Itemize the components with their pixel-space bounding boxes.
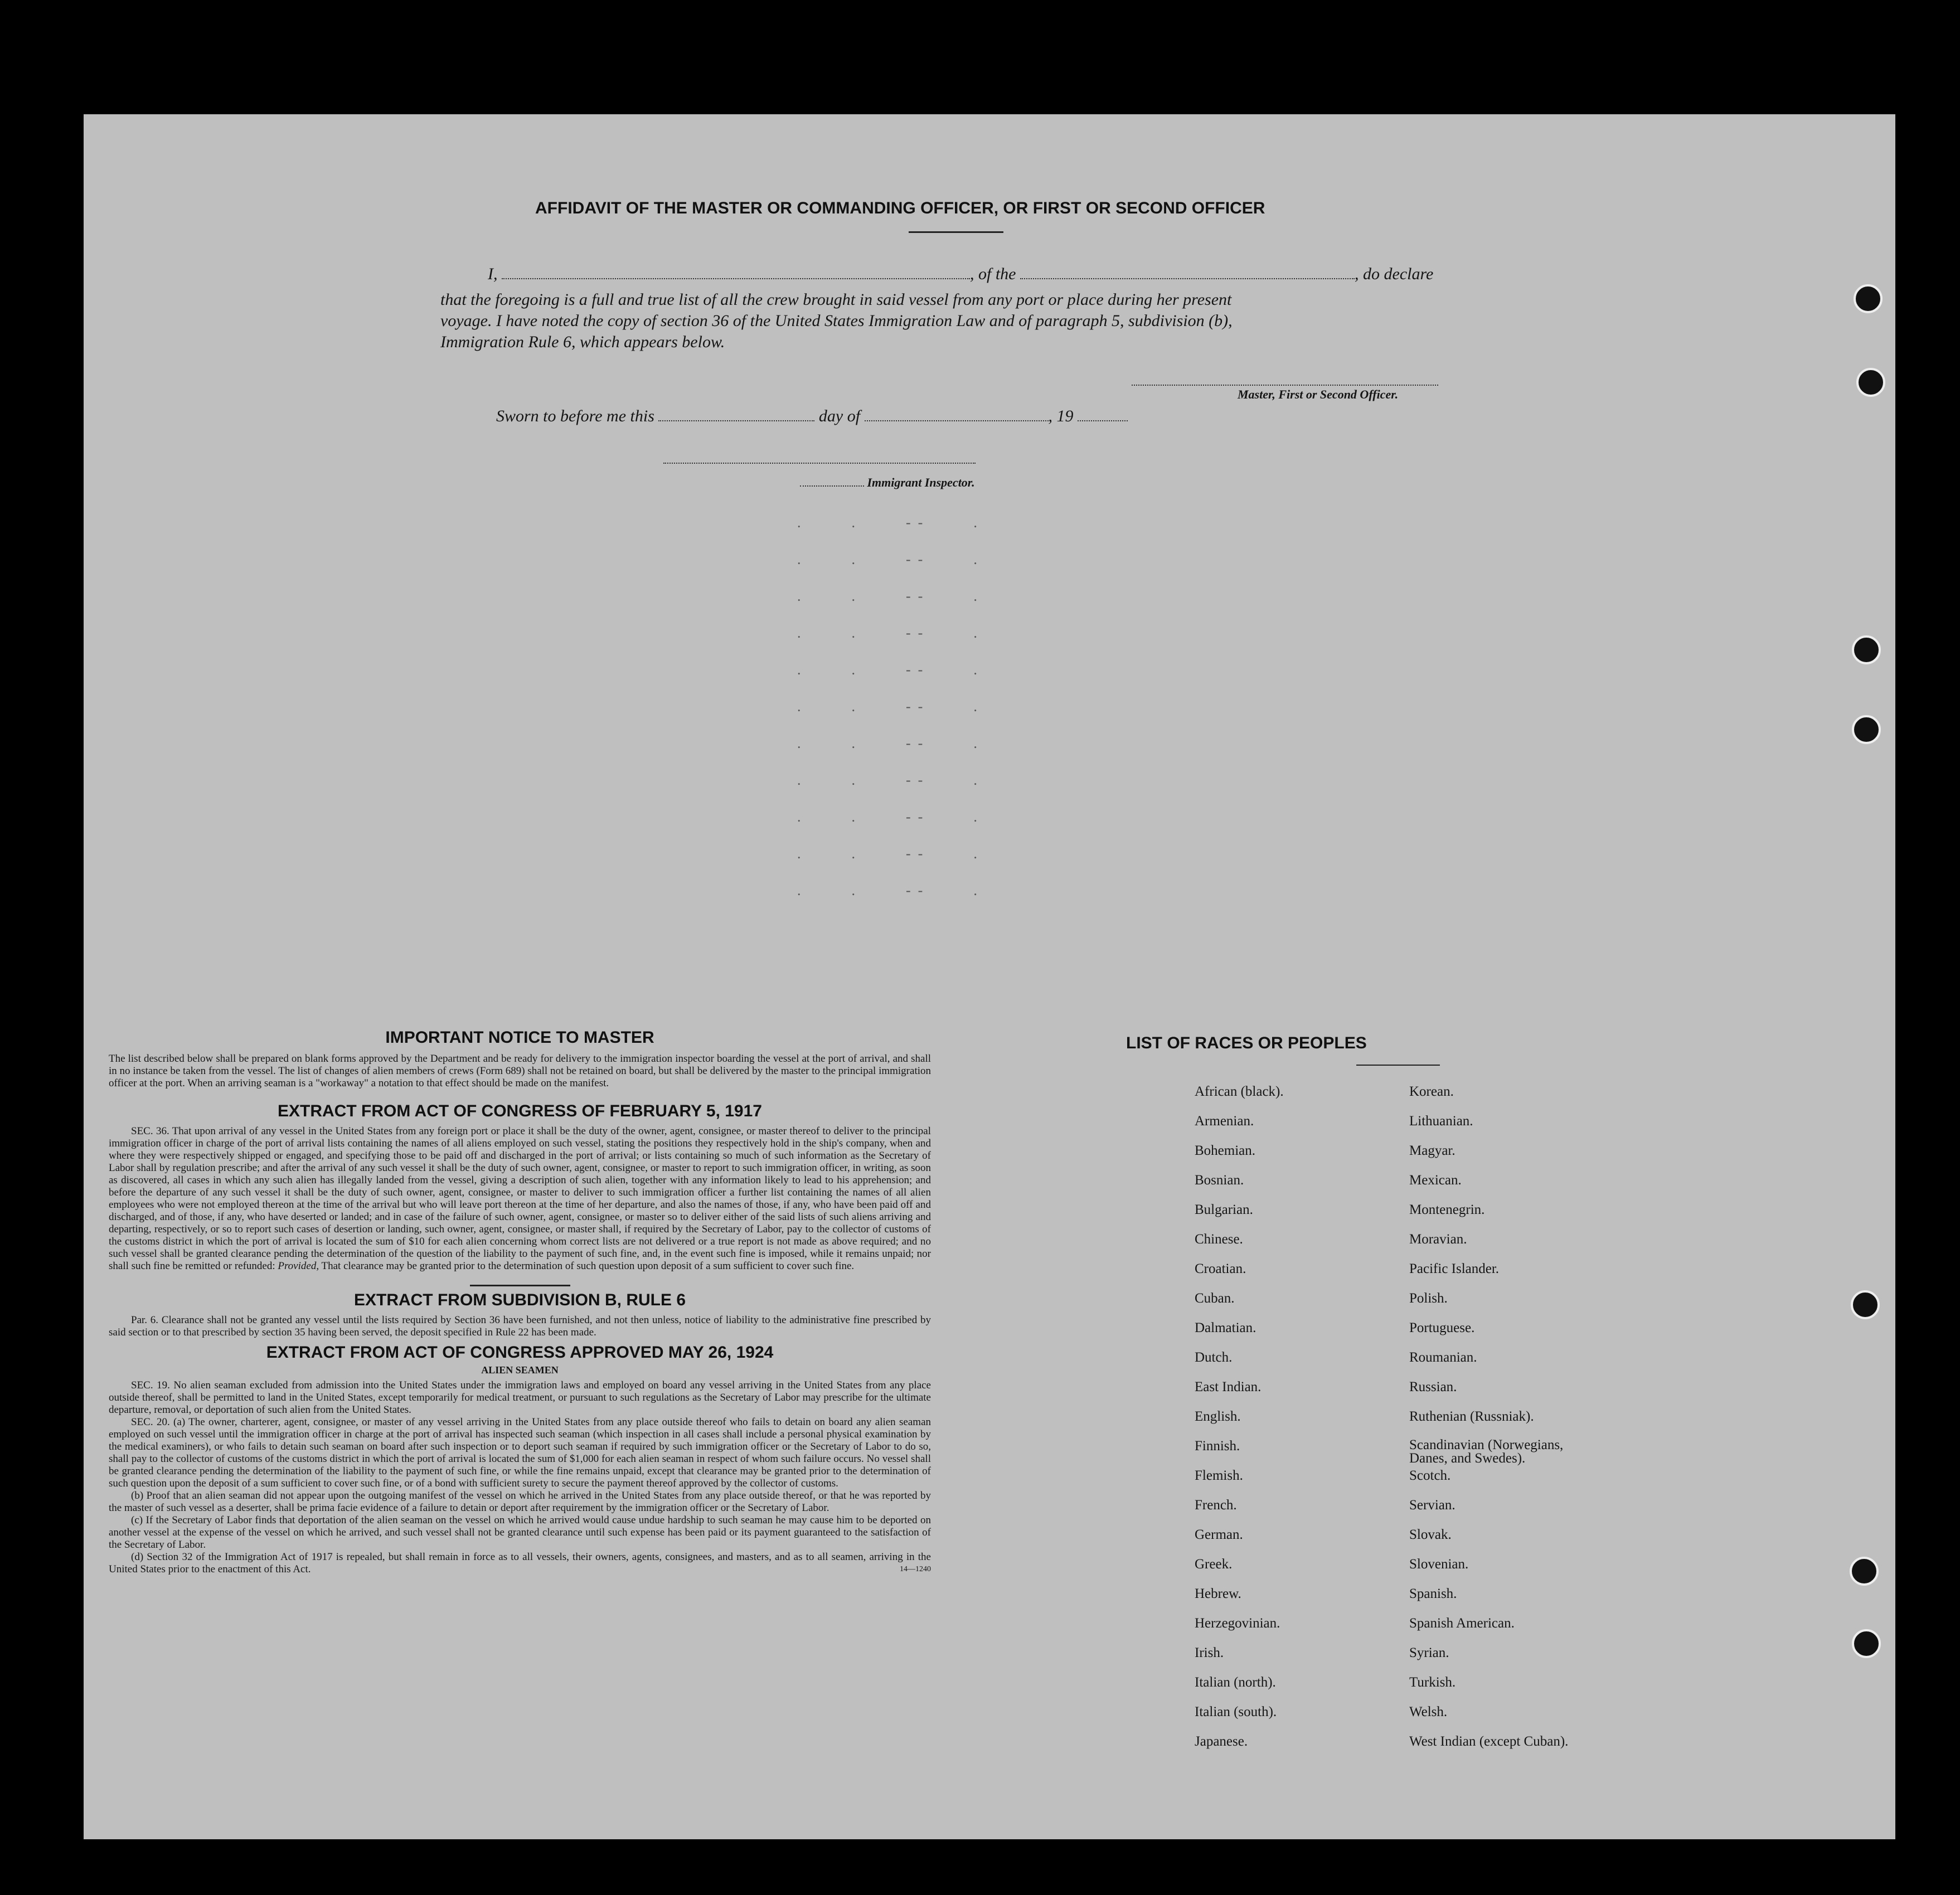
notice-title: IMPORTANT NOTICE TO MASTER bbox=[385, 1028, 654, 1047]
declaration-line-2: that the foregoing is a full and true list of all the crew brought in said vessel from any port or place during her present bbox=[440, 290, 1232, 309]
race-item: Dutch. bbox=[1195, 1350, 1233, 1365]
affidavit-declaration bbox=[440, 264, 1561, 353]
race-item: Syrian. bbox=[1409, 1645, 1449, 1660]
race-item: Italian (north). bbox=[1195, 1675, 1276, 1690]
extract-1917-title: EXTRACT FROM ACT OF CONGRESS OF FEBRUARY 5, 1917 bbox=[278, 1102, 762, 1120]
race-item: Armenian. bbox=[1195, 1114, 1254, 1129]
race-item: Scandinavian (Norwegians, Danes, and Swedes). bbox=[1409, 1437, 1564, 1466]
race-item: Pacific Islander. bbox=[1409, 1261, 1500, 1276]
inspector-caption: Immigrant Inspector. bbox=[800, 475, 975, 490]
race-item: African (black). bbox=[1195, 1084, 1284, 1099]
race-item: Lithuanian. bbox=[1409, 1114, 1473, 1129]
extract-rule6-title: EXTRACT FROM SUBDIVISION B, RULE 6 bbox=[353, 1291, 686, 1309]
sworn-date-field[interactable] bbox=[658, 420, 814, 421]
race-item: Finnish. bbox=[1195, 1439, 1240, 1454]
race-item: Roumanian. bbox=[1409, 1350, 1477, 1365]
race-item: Italian (south). bbox=[1195, 1704, 1277, 1719]
extract-1917-body: SEC. 36. That upon arrival of any vessel in the United States from any foreign port or place it shall be the duty of the owner, agent, consignee, or master thereof to deliver to the principal immigration officer in charge of the port of arrival lists containing the names of all aliens employed on such vessel, stating the positions they respectively hold in the ship's company, when and where they were respectively shipped or engaged, and specifying those to be paid off and discharged in the port of arrival; or lists containing so much of such information as the Secretary of Labor shall by regulation prescribe; and after the arrival of any such vessel it shall be the duty of such owner, agent, consignee, or master to report to such immigration officer, in writing, as soon as discovered, all cases in which any such alien has illegally landed from the vessel, giving a description of such alien, together with any information likely to lead to his apprehension; and before the departure of any such vessel it shall be the duty of such owner, agent, consignee, or master to deliver to such immigration officer a further list containing the names of all alien employees who were not employed thereon at the time of the arrival but who will leave port thereon at the time of her departure, and also the names of those, if any, who have been paid off and discharged, and of those, if any, who have deserted or landed; and in case of the failure of such owner, agent, consignee, or master so to deliver either of the said lists of such aliens arriving and departing, respectively, or so to report such cases of desertion or landing, such owner, agent, consignee, or master shall, if required by the Secretary of Labor, pay to the collector of customs of the customs district in which the port of arrival is located the sum of $10 for each alien concerning whom correct lists are not delivered or a true report is not made as above required; and no such vessel shall be granted clearance pending the determination of the question of the liability to the payment of such fine, and, in the event such fine is imposed, while it remains unpaid; nor shall such fine be remitted or refunded: Provided, That clearance may be granted prior to the determination of such question upon deposit of a sum sufficient to cover such fine. bbox=[109, 1125, 931, 1272]
form-number: 14—1240 bbox=[900, 1565, 931, 1573]
race-item: Dalmatian. bbox=[1195, 1320, 1256, 1335]
sworn-year-field[interactable] bbox=[1078, 420, 1128, 421]
sec-20b: (b) Proof that an alien seaman did not appear upon the outgoing manifest of the vessel on which he arrived in the United States from any place outside thereof, or that he was reported by the master of such vessel as a deserter, shall be prima facie evidence of a failure to detain or deport after requirement by the immigration officer or the Secretary of Labor. bbox=[109, 1490, 931, 1514]
declaration-line-1: I, , of the , do declare bbox=[488, 265, 1434, 283]
race-item: Bosnian. bbox=[1195, 1173, 1244, 1188]
sec-20d: (d) Section 32 of the Immigration Act of 1917 is repealed, but shall remain in force as to all vessels, their owners, agents, consignees, and masters, and as to all seamen, arriving in the United States prior to the enactment of this Act. 14—1240 bbox=[109, 1551, 931, 1575]
race-item: French. bbox=[1195, 1498, 1237, 1513]
signature-line[interactable] bbox=[1132, 385, 1438, 386]
declaration-line-3: voyage. I have noted the copy of section 36 of the United States Immigration Law and of paragraph 5, subdivision (b), bbox=[440, 312, 1233, 330]
race-item: Ruthenian (Russniak). bbox=[1409, 1409, 1534, 1424]
divider-1 bbox=[470, 1285, 570, 1286]
race-item: Hebrew. bbox=[1195, 1586, 1241, 1601]
sworn-month-field[interactable] bbox=[865, 420, 1049, 421]
binder-hole bbox=[1850, 1557, 1879, 1586]
race-item: Flemish. bbox=[1195, 1468, 1243, 1483]
binder-hole bbox=[1851, 1290, 1880, 1319]
document-page bbox=[84, 114, 1895, 1839]
race-item: English. bbox=[1195, 1409, 1241, 1424]
race-item: West Indian (except Cuban). bbox=[1409, 1734, 1569, 1749]
race-item: Herzegovinian. bbox=[1195, 1616, 1280, 1631]
race-item: Greek. bbox=[1195, 1557, 1233, 1572]
extract-rule6-body: Par. 6. Clearance shall not be granted any vessel until the lists required by Section 36 have been furnished, and not then unless, notice of liability to the administrative fine prescribed by said section or to that prescribed by section 35 having been served, the deposit specified in Rule 22 has been made. bbox=[109, 1314, 931, 1338]
race-item: Moravian. bbox=[1409, 1232, 1467, 1247]
sec-20c: (c) If the Secretary of Labor finds that deportation of the alien seaman on the vessel on which he arrived would cause undue hardship to such seaman he may cause him to be deported on another vessel at the expense of the vessel on which he arrived, and such vessel shall not be granted clearance until such expense has been paid or its payment guaranteed to the satisfaction of the Secretary of Labor. bbox=[109, 1514, 931, 1551]
inspector-signature-line[interactable] bbox=[663, 463, 976, 464]
declaration-line-4: Immigration Rule 6, which appears below. bbox=[440, 333, 725, 351]
races-title-rule bbox=[1356, 1065, 1440, 1066]
race-item: Irish. bbox=[1195, 1645, 1224, 1660]
race-item: Japanese. bbox=[1195, 1734, 1248, 1749]
vessel-field[interactable] bbox=[1020, 278, 1355, 279]
binder-hole bbox=[1852, 1629, 1881, 1658]
binder-hole bbox=[1856, 368, 1885, 397]
race-item: Bulgarian. bbox=[1195, 1202, 1253, 1217]
name-field[interactable] bbox=[502, 278, 970, 279]
left-column bbox=[109, 1028, 931, 1576]
race-item: Slovak. bbox=[1409, 1527, 1452, 1542]
sworn-line: Sworn to before me this day of , 19 bbox=[496, 407, 1128, 426]
race-item: German. bbox=[1195, 1527, 1243, 1542]
race-item: Croatian. bbox=[1195, 1261, 1246, 1276]
binder-hole bbox=[1852, 715, 1881, 744]
race-item: Servian. bbox=[1409, 1498, 1456, 1513]
sec-20a: SEC. 20. (a) The owner, charterer, agent, consignee, or master of any vessel arriving in the United States from any place outside thereof who fails to detain on board any alien seaman employed on such vessel until the immigration officer in charge at the port of arrival has inspected such seaman (which inspection in all cases shall include a personal physical examination by the medical examiners), or who fails to detain such seaman on board after such inspection or to deport such seaman if required by such immigration officer or the Secretary of Labor to do so, shall pay to the collector of customs of the customs district in which the port of arrival is located the sum of $1,000 for each alien seaman in respect of whom such failure occurs. No vessel shall be granted clearance pending the determination of the liability to the payment of such fine, or while the fine remains unpaid, except that clearance may be granted prior to the determination of such question upon the deposit of a sum sufficient to cover such fine, or of a bond with sufficient surety to secure the payment thereof approved by the collector of customs. bbox=[109, 1416, 931, 1489]
binder-hole bbox=[1852, 635, 1881, 664]
race-item: Cuban. bbox=[1195, 1291, 1235, 1306]
race-item: Korean. bbox=[1409, 1084, 1454, 1099]
race-item: East Indian. bbox=[1195, 1379, 1262, 1394]
affidavit-title: AFFIDAVIT OF THE MASTER OR COMMANDING OFFICER, OR FIRST OR SECOND OFFICER bbox=[535, 199, 1265, 217]
extract-1924-title: EXTRACT FROM ACT OF CONGRESS APPROVED MAY 26, 1924 bbox=[266, 1343, 774, 1362]
race-item: Spanish. bbox=[1409, 1586, 1457, 1601]
races-title: LIST OF RACES OR PEOPLES bbox=[1126, 1034, 1367, 1052]
race-item: Chinese. bbox=[1195, 1232, 1243, 1247]
race-item: Russian. bbox=[1409, 1379, 1457, 1394]
extract-1924-subtitle: ALIEN SEAMEN bbox=[481, 1364, 559, 1376]
signature-caption: Master, First or Second Officer. bbox=[1238, 387, 1399, 401]
sec-19: SEC. 19. No alien seaman excluded from admission into the United States under the immigration laws and employed on board any vessel arriving in the United States from any place outside thereof, shall be permitted to land in the United States, except temporarily for medical treatment, or pursuant to such regulations as the Secretary of Labor may prescribe for the ultimate departure, removal, or deportation of such alien from the United States. bbox=[109, 1379, 931, 1416]
race-item: Turkish. bbox=[1409, 1675, 1456, 1690]
race-item: Mexican. bbox=[1409, 1173, 1462, 1188]
race-item: Bohemian. bbox=[1195, 1143, 1256, 1158]
race-item: Welsh. bbox=[1409, 1704, 1448, 1719]
bleed-marks: . . - - . . . - - . . . - - . . . - - . . . - - . . . - - . . . - - . . . - - . . . - - . . . - - . . . - - . bbox=[797, 514, 977, 898]
race-item: Portuguese. bbox=[1409, 1320, 1475, 1335]
binder-hole bbox=[1854, 284, 1883, 313]
race-item: Magyar. bbox=[1409, 1143, 1456, 1158]
race-item: Spanish American. bbox=[1409, 1616, 1515, 1631]
race-item: Montenegrin. bbox=[1409, 1202, 1485, 1217]
race-item: Scotch. bbox=[1409, 1468, 1451, 1483]
race-item: Polish. bbox=[1409, 1291, 1448, 1306]
race-item: Slovenian. bbox=[1409, 1557, 1469, 1572]
notice-body: The list described below shall be prepared on blank forms approved by the Department and be ready for delivery to the immigration inspector boarding the vessel at the port of arrival, and shall in no instance be taken from the vessel. The list of changes of alien members of crews (Form 689) shall not be retained on board, but shall be delivered by the master to the principal immigration officer at the port. When an arriving seaman is a "workaway" a notation to that effect should be made on the manifest. bbox=[109, 1053, 931, 1089]
affidavit-title-rule bbox=[909, 231, 1003, 233]
